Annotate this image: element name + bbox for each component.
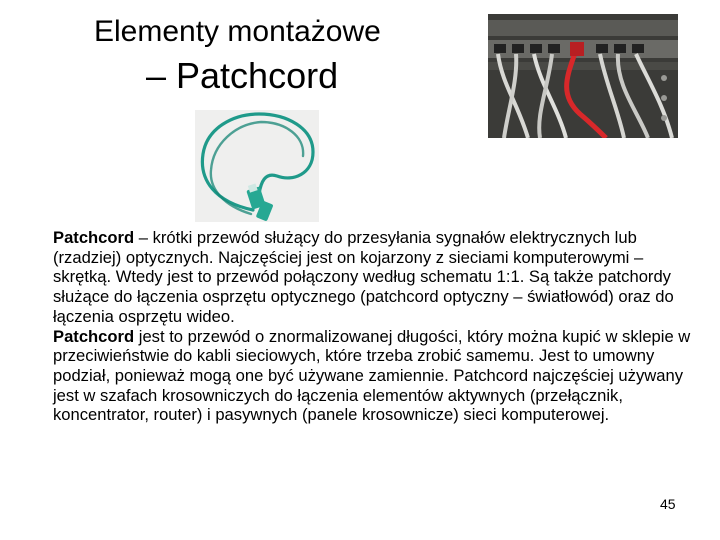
term-patchcord: Patchcord [53, 228, 135, 247]
paragraph-usage [53, 327, 693, 426]
paragraph-definition [53, 228, 693, 327]
body-text [53, 228, 693, 425]
slide-title-line1: Elementy montażowe [94, 15, 381, 48]
paragraph-text: jest to przewód o znormalizowanej długości, który można kupić w sklepie w przeciwieństwie do kabli sieciowych, które trzeba zrobić samemu. Jest to umowny podział, ponieważ mogą one być używane zamiennie. Patchcord najczęściej używany jest w szafach krosowniczych do łączenia elementów aktywnych (przełącznik, koncentrator, router) i pasywnych (panele krosownicze) sieci komputerowej. [53, 326, 691, 425]
paragraph-text: – krótki przewód służący do przesyłania sygnałów elektrycznych lub (rzadziej) optycznych. Najczęściej jest on kojarzony z sieciami komputerowymi – skrętką. Wtedy jest to przewód połączony według schematu 1:1. Są także patchordy służące do łączenia osprzętu optycznego (patchcord optyczny – światłowód) oraz do łączenia osprzętu wideo. [53, 228, 674, 326]
patchcord-photo [195, 110, 319, 222]
term-patchcord: Patchcord [53, 326, 135, 346]
page-number: 45 [660, 496, 676, 512]
patch-panel-photo [488, 14, 678, 138]
slide-title-line2: – Patchcord [146, 55, 339, 96]
